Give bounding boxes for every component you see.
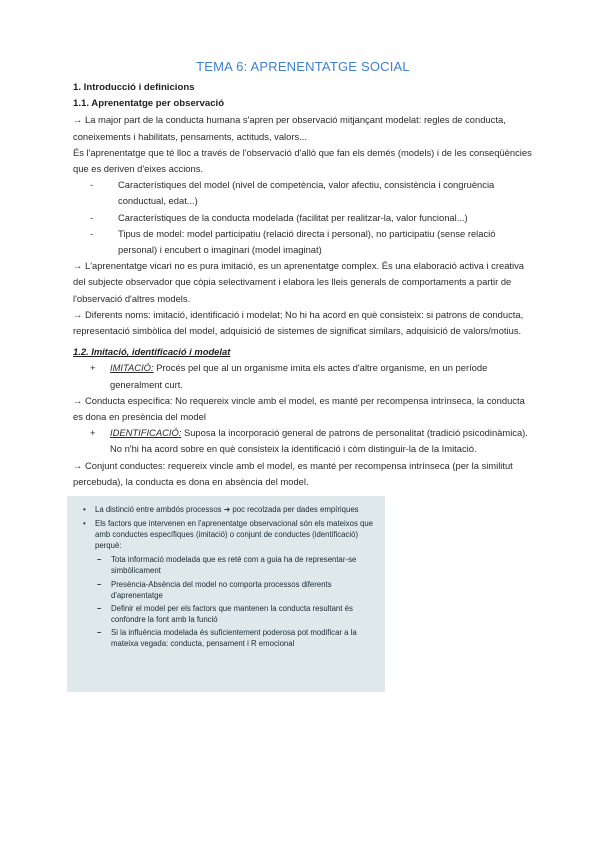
list-item-imitacio [90,360,533,392]
bullet-dot: • [83,519,86,529]
dash-bullet: - [90,211,94,223]
imitacio-list [90,360,533,392]
summary-sub-item-text: Si la influència modelada és suficientement poderosa pot modificar a la mateixa vegada: conducta, pensament i R emocional [111,627,357,649]
definition-identificacio: Suposa la incorporació general de patrons de personalitat (tradició psicodinàmica). No n'hi ha acord sobre en què consisteix la identificació i còm distinguir-la de la Imitació. [110,427,528,455]
bullet-dot: • [83,505,86,514]
summary-item [81,518,375,551]
paragraph-modelat: → La major part de la conducta humana s'apren per observació mitjançant modelat: regles de conducta, coneixements i habilitats, pensaments, actituds, valors... [73,114,506,142]
list-item-identificacio [90,425,533,457]
summary-sub-item-text: Definir el model per els factors que mantenen la conducta resultant és confondre la font amb la funció [111,603,353,624]
dash-bullet: – [97,603,102,613]
paragraph-definition: És l'aprenentatge que té lloc a través de l'observació d'allò que fan els demés (models) i de les conseqüències que es deriven d'eixes accions. [73,146,532,175]
document-page [73,58,533,490]
summary-item-text: La distinció entre ambdós processos [95,505,224,514]
section-heading-intro: 1. Introducció i definicions [73,82,195,93]
list-item [85,210,533,226]
dash-bullet: - [90,179,94,191]
term-identificacio: IDENTIFICACIÓ: [110,427,182,439]
dash-bullet: - [90,227,94,239]
plus-bullet: + [90,427,96,439]
term-imitacio: IMITACIÓ: [110,362,154,374]
subsection-heading-observacio: 1.1. Aprenentatge per observació [73,98,225,110]
dash-bullet: – [97,579,102,589]
list-item-text: Característiques del model (nivel de competència, valor afectiu, consistència i congruència conductual, edat...) [118,179,495,207]
summary-item-text: Els factors que intervenen en l'aprenentatge observacional són els mateixos que amb conductes específiques (imitació) o conjunt de conductes (identificació) perquè: [95,519,374,551]
arrow-right-icon: ➔ [223,505,231,514]
definition-imitacio: Procés pel que al un organisme imita els actes d'altre organisme, en un període generalment curt. [110,362,488,390]
list-item-text: Característiques de la conducta modelada (facilitat per realitzar-la, valor funcional...) [118,211,468,223]
summary-list [81,504,375,649]
list-item [85,177,533,209]
subsection-heading-imitacio: 1.2. Imitació, identificació i modelat [73,346,231,358]
summary-box-image [67,496,385,692]
list-item-text: Tipus de model: model participatiu (relació directa i personal), no participatiu (sense relació personal) i encubert o imaginari (model imaginat) [118,227,496,256]
paragraph-noms: → Diferents noms: imitació, identificació i modelat; No hi ha acord en què consisteix: si patrons de conducta, representació simbòlica del model, adquisició de sistemes de significat similars, adquisició de valors/motius. [73,308,524,337]
summary-sub-item-text: Tota informació modelada que es reté com a guia ha de representar-se simbòlicament [111,555,357,576]
summary-sub-item [91,603,375,625]
page-title: TEMA 6: APRENENTATGE SOCIAL [196,59,410,74]
summary-sub-item [91,554,375,576]
summary-item-text: poc recolzada per dades empíriques [230,505,359,514]
dash-bullet: – [97,627,102,637]
identificacio-list [90,425,533,457]
summary-sub-item-text: Presència-Absència del model no comporta processos diferents d'aprenentatge [111,579,332,600]
plus-bullet: + [90,362,96,374]
model-characteristics-list [85,177,533,258]
summary-sub-item [91,627,375,649]
dash-bullet: – [97,555,102,565]
summary-item [81,504,375,515]
paragraph-vicari: → L'aprenentatge vicari no es pura imitació, es un aprenentatge complex. És una elaboració activa i creativa del subjecte observador que còpia selectivament i elabora les lleis generals de comportaments a partir de l'observació d'altres models. [73,260,525,304]
summary-sub-item [91,579,375,601]
list-item [85,226,533,258]
paragraph-conjunt-conductes: → Conjunt conductes: requereix vincle amb el model, es manté per recompensa intrínseca (per la similitut percebuda), la conducta es dona en absència del model. [73,459,513,487]
paragraph-conducta-especifica: → Conducta específica: No requereix vincle amb el model, es manté per recompensa intrínseca, la conducta es dona en presència del model [73,394,525,423]
